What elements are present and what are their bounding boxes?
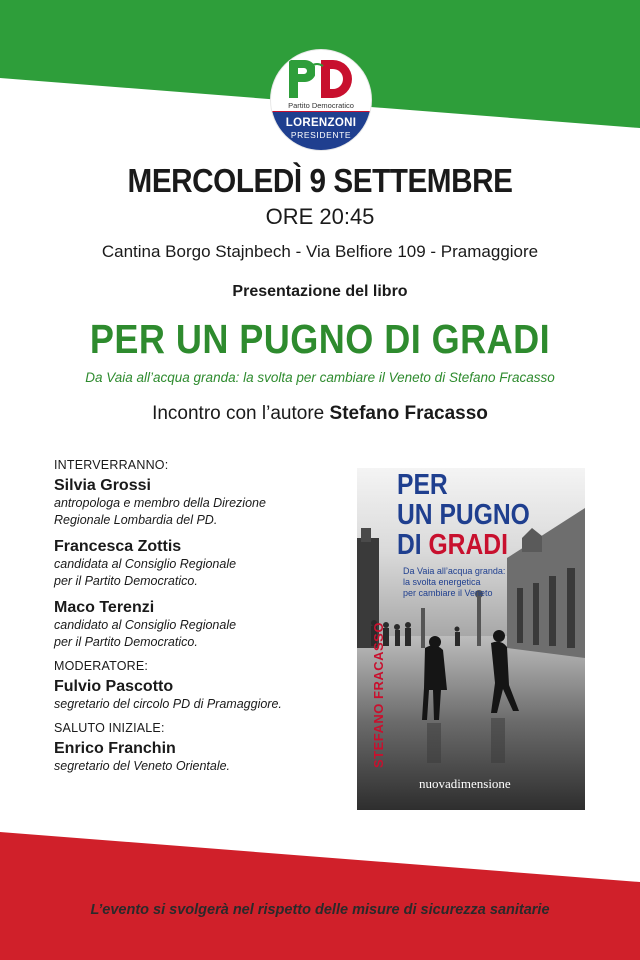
event-date: MERCOLEDÌ 9 SETTEMBRE: [127, 162, 513, 199]
cover-title: [397, 470, 530, 560]
pd-logo: [271, 50, 371, 150]
book-intro: Presentazione del libro: [232, 283, 408, 300]
cover-title-accent: GRADI: [428, 529, 508, 561]
cover-title-line: [397, 530, 530, 560]
moderator-label: MODERATORE:: [54, 659, 149, 673]
logo-role: PRESIDENTE: [290, 130, 352, 140]
logo-candidate: LORENZONI: [285, 117, 357, 129]
speaker-role: antropologa e membro della Direzione: [54, 496, 266, 510]
cover-publisher: nuovadimensione: [419, 776, 511, 791]
speaker-name: Francesca Zottis: [54, 538, 182, 555]
bottom-flag-band: [0, 812, 640, 960]
speaker-role: candidata al Consiglio Regionale: [54, 557, 237, 571]
speakers-label: INTERVERRANNO:: [54, 458, 169, 472]
meeting-author: Stefano Fracasso: [329, 403, 488, 424]
meeting-line: [0, 403, 640, 425]
greeting-item: [54, 739, 354, 775]
event-venue: Cantina Borgo Stajnbech - Via Belfiore 109 - Pramaggiore: [101, 242, 539, 261]
cover-title-line: UN PUGNO: [397, 499, 530, 531]
cover-author: STEFANO FRACASSO: [371, 622, 386, 768]
speaker-role: per il Partito Democratico.: [54, 574, 198, 588]
moderator-role: segretario del circolo PD di Pramaggiore.: [54, 697, 282, 711]
meeting-prefix: Incontro con l’autore: [152, 403, 330, 424]
speakers-list: [54, 458, 354, 783]
speaker-item: [54, 537, 354, 590]
greeting-label: SALUTO INIZIALE:: [54, 721, 165, 735]
greeting-role: segretario del Veneto Orientale.: [54, 759, 231, 773]
speaker-name: Silvia Grossi: [54, 477, 151, 494]
cover-subtitle: [403, 566, 513, 599]
event-time: ORE 20:45: [265, 204, 375, 229]
pd-letters-icon: [271, 56, 371, 102]
logo-party-name: Partito Democratico: [288, 101, 354, 110]
book-cover: [357, 468, 585, 810]
book-subtitle: Da Vaia all’acqua granda: la svolta per cambiare il Veneto di Stefano Fracasso: [85, 370, 555, 385]
cover-subtitle-line: per cambiare il Veneto: [403, 588, 493, 598]
greeting-name: Enrico Franchin: [54, 740, 176, 757]
footer-notice: L’evento si svolgerà nel rispetto delle misure di sicurezza sanitarie: [90, 902, 550, 918]
speaker-item: [54, 476, 354, 529]
speaker-role: Regionale Lombardia del PD.: [54, 513, 218, 527]
cover-subtitle-line: la svolta energetica: [403, 577, 481, 587]
speaker-name: Maco Terenzi: [54, 599, 155, 616]
cover-subtitle-line: Da Vaia all’acqua granda:: [403, 566, 506, 576]
moderator-name: Fulvio Pascotto: [54, 678, 174, 695]
book-title: PER UN PUGNO DI GRADI: [89, 316, 551, 362]
moderator-item: [54, 677, 354, 713]
speaker-role: candidato al Consiglio Regionale: [54, 618, 237, 632]
cover-title-line: PER: [397, 469, 448, 501]
speaker-role: per il Partito Democratico.: [54, 635, 198, 649]
speaker-item: [54, 598, 354, 651]
cover-title-part: DI: [397, 529, 429, 561]
